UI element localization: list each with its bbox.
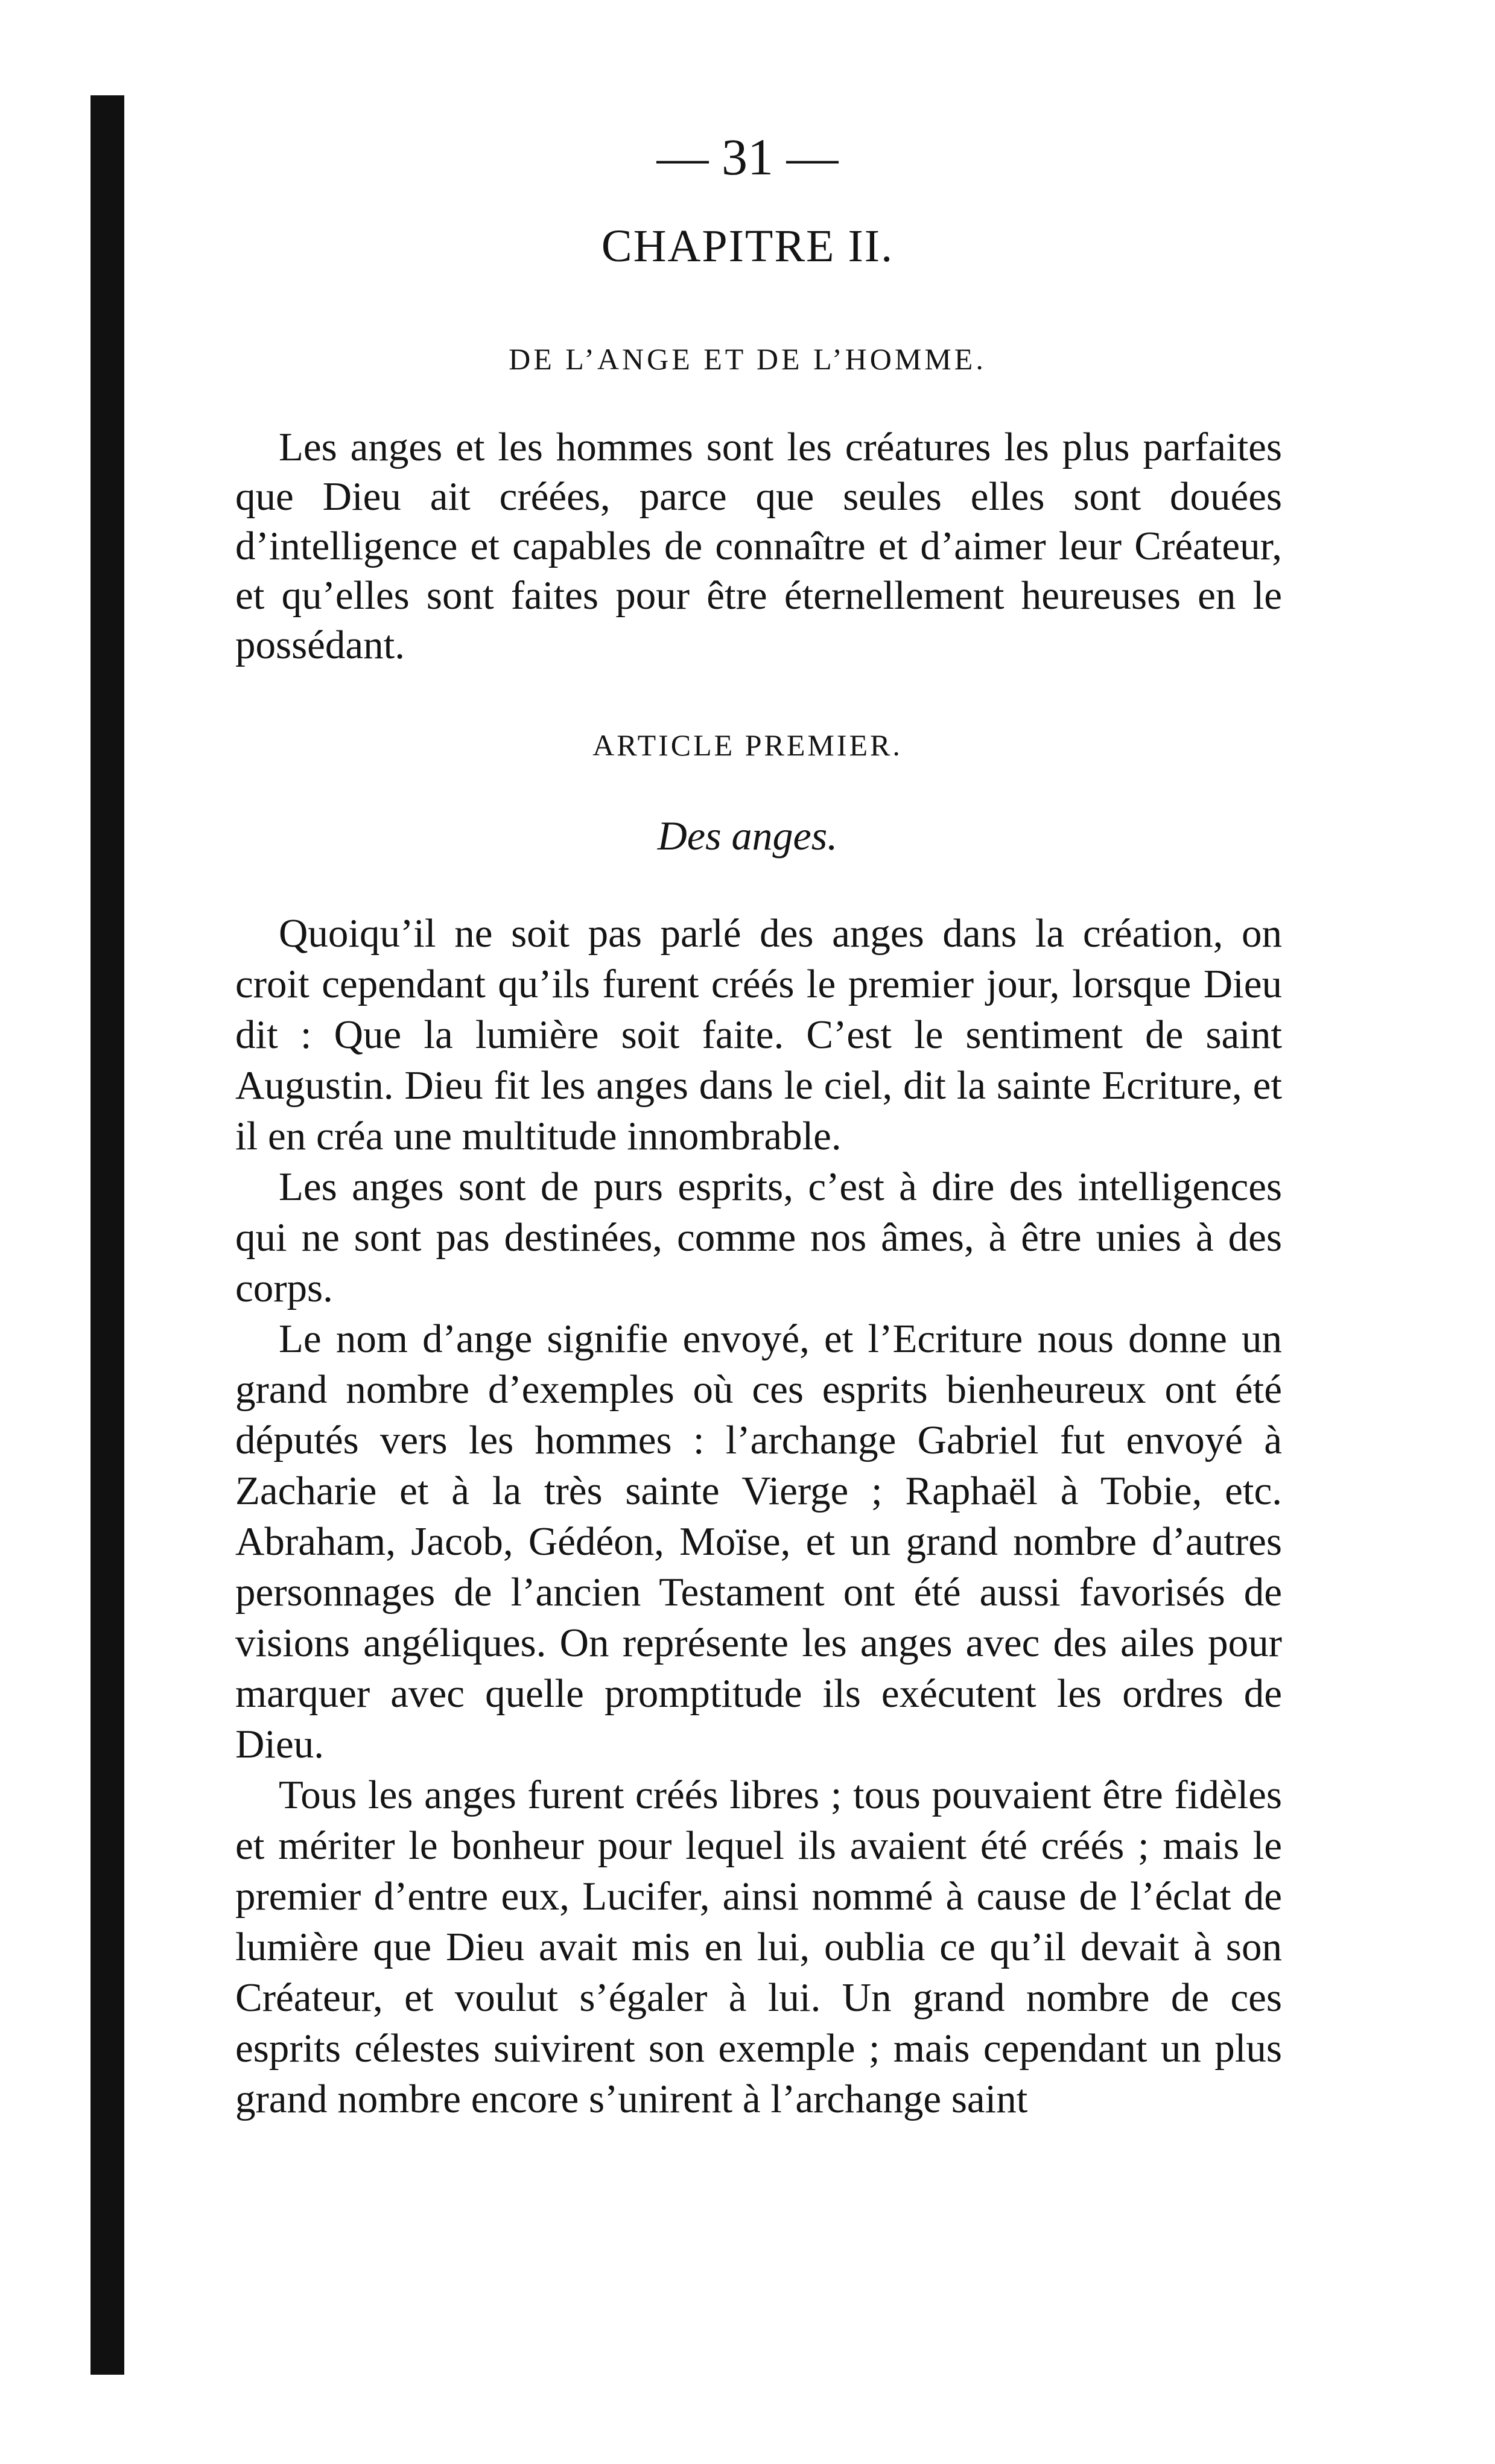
- page-number: — 31 —: [656, 128, 839, 186]
- body-paragraph: Les anges sont de purs esprits, c’est à dire des intelligences qui ne sont pas destinées, comme nos âmes, à être unies à des corps.: [235, 1164, 1282, 1310]
- article-label: ARTICLE PREMIER.: [592, 728, 903, 762]
- article-subtitle: Des anges.: [657, 813, 838, 859]
- body-paragraph: Tous les anges furent créés libres ; tous pouvaient être fidèles et mériter le bonheur pour lequel ils avaient été créés ; mais le premier d’entre eux, Lucifer, ainsi nommé à cause de l’éclat de lumière que Dieu avait mis en lui, oublia ce qu’il devait à son Créateur, et voulut s’égaler à lui. Un grand nombre de ces esprits célestes suivirent son exemple ; mais cependant un plus grand nombre encore s’unirent à l’archange saint: [235, 1773, 1282, 2121]
- body-paragraph: Le nom d’ange signifie envoyé, et l’Ecriture nous donne un grand nombre d’exemples où ces esprits bienheureux ont été députés vers les hommes : l’archange Gabriel fut envoyé à Zacharie et à la très sainte Vierge ; Raphaël à Tobie, etc. Abraham, Jacob, Gédéon, Moïse, et un grand nombre d’autres personnages de l’ancien Testament ont été aussi favorisés de visions angéliques. On représente les anges avec des ailes pour marquer avec quelle promptitude ils exécutent les ordres de Dieu.: [235, 1316, 1282, 1767]
- section-title: DE L’ANGE ET DE L’HOMME.: [509, 342, 986, 376]
- article-body: [235, 908, 1282, 2124]
- book-binding-edge: [90, 95, 124, 2375]
- intro-paragraph: Les anges et les hommes sont les créatures les plus parfaites que Dieu ait créées, parce que seules elles sont douées d’intelligence et capables de connaître et d’aimer leur Créateur, et qu’elles sont faites pour être éternellement heureuses en le possédant.: [235, 425, 1282, 667]
- chapter-title: CHAPITRE II.: [601, 221, 894, 271]
- body-paragraph: Quoiqu’il ne soit pas parlé des anges dans la création, on croit cependant qu’ils furent créés le premier jour, lorsque Dieu dit : Que la lumière soit faite. C’est le sentiment de saint Augustin. Dieu fit les anges dans le ciel, dit la sainte Ecriture, et il en créa une multitude innombrable.: [235, 911, 1282, 1158]
